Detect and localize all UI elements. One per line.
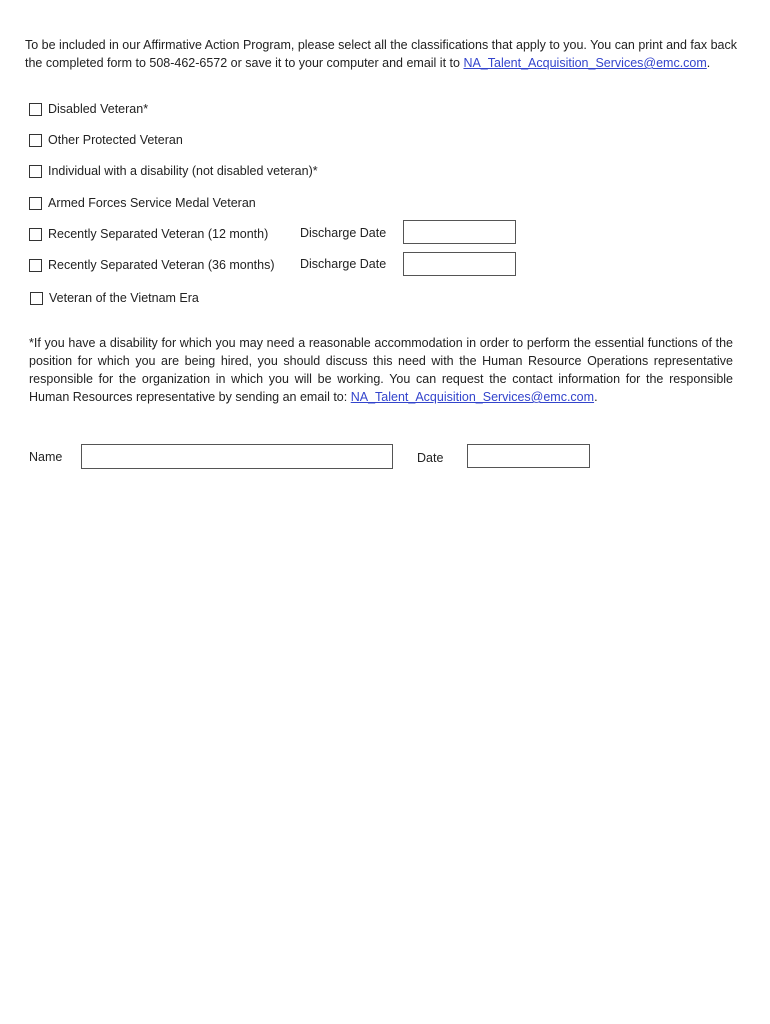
checkbox[interactable] bbox=[30, 292, 43, 305]
option-label: Other Protected Veteran bbox=[48, 133, 183, 147]
intro-text: To be included in our Affirmative Action Program, please select all the classifications that apply to you. You can print and fax back the completed form to 508-462-6572 or save it to your computer and email it to bbox=[25, 38, 737, 70]
option-armed-forces-medal-veteran[interactable] bbox=[29, 195, 256, 211]
checkbox[interactable] bbox=[29, 197, 42, 210]
option-recently-separated-12[interactable] bbox=[29, 226, 268, 242]
discharge-date-label-36: Discharge Date bbox=[300, 257, 387, 271]
intro-end: . bbox=[706, 56, 711, 70]
date-label: Date bbox=[417, 451, 444, 465]
option-recently-separated-36[interactable] bbox=[29, 257, 275, 273]
note-email-link[interactable]: NA_Talent_Acquisition_Services@emc.com bbox=[350, 390, 595, 404]
email-link[interactable]: NA_Talent_Acquisition_Services@emc.com bbox=[463, 56, 707, 70]
checkbox[interactable] bbox=[29, 103, 42, 116]
checkbox[interactable] bbox=[29, 165, 42, 178]
name-label: Name bbox=[29, 450, 63, 464]
discharge-date-field-12[interactable] bbox=[403, 220, 516, 244]
intro-paragraph bbox=[25, 36, 745, 72]
checkbox[interactable] bbox=[29, 134, 42, 147]
option-vietnam-era-veteran[interactable] bbox=[30, 290, 199, 306]
option-other-protected-veteran[interactable] bbox=[29, 132, 183, 148]
date-field[interactable] bbox=[467, 444, 590, 468]
accommodation-note bbox=[29, 334, 733, 406]
option-label: Individual with a disability (not disabled veteran)* bbox=[48, 164, 318, 178]
name-field[interactable] bbox=[81, 444, 393, 469]
option-label: Recently Separated Veteran (12 month) bbox=[48, 227, 269, 241]
note-end: . bbox=[594, 390, 598, 404]
checkbox[interactable] bbox=[29, 228, 42, 241]
option-label: Disabled Veteran* bbox=[48, 102, 149, 116]
option-label: Recently Separated Veteran (36 months) bbox=[48, 258, 275, 272]
option-label: Armed Forces Service Medal Veteran bbox=[48, 196, 256, 210]
option-individual-with-disability[interactable] bbox=[29, 163, 318, 179]
discharge-date-label-12: Discharge Date bbox=[300, 226, 387, 240]
option-disabled-veteran[interactable] bbox=[29, 101, 148, 117]
option-label: Veteran of the Vietnam Era bbox=[49, 291, 199, 305]
note-text: *If you have a disability for which you may need a reasonable accommodation in order to perform the essential functions of the position for which you are being hired, you should discuss this need with the Human Resource Operations representative responsible for the organization in which you will be working. You can request the contact information for the responsible Human Resources representative by sending an email to: bbox=[29, 336, 733, 404]
checkbox[interactable] bbox=[29, 259, 42, 272]
discharge-date-field-36[interactable] bbox=[403, 252, 516, 276]
